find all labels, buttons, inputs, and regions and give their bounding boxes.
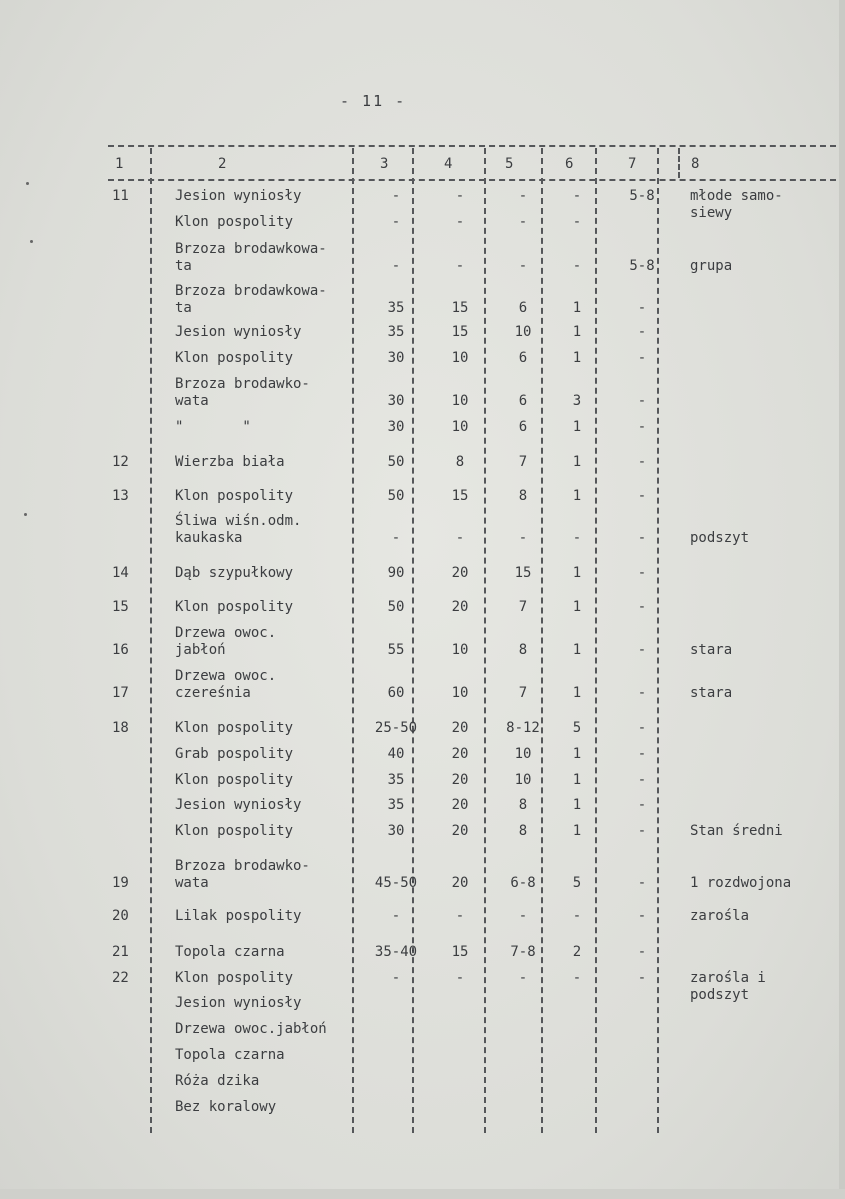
table-cell: - bbox=[572, 214, 582, 230]
table-cell: 8 bbox=[518, 488, 528, 504]
table-cell: - bbox=[455, 188, 465, 204]
table-cell: - bbox=[637, 797, 647, 813]
table-cell: 45-50 bbox=[374, 875, 418, 891]
row-number: 18 bbox=[112, 720, 129, 736]
table-cell: - bbox=[637, 720, 647, 736]
table-cell: - bbox=[637, 599, 647, 615]
table-cell: 30 bbox=[387, 419, 405, 435]
table-cell: 1 bbox=[572, 454, 582, 470]
table-cell: - bbox=[518, 530, 528, 546]
table-cell: - bbox=[518, 970, 528, 986]
species-name: Lilak pospolity bbox=[175, 908, 302, 924]
table-cell: 35-40 bbox=[374, 944, 418, 960]
table-cell: - bbox=[637, 565, 647, 581]
table-cell: zarośla bbox=[690, 908, 750, 924]
table-cell: stara bbox=[690, 642, 733, 658]
table-cell: 35 bbox=[387, 300, 405, 316]
species-name: Brzoza brodawkowa- ta bbox=[175, 283, 327, 316]
paper-speck bbox=[24, 513, 27, 516]
table-cell: 6 bbox=[518, 350, 528, 366]
table-cell: 10 bbox=[451, 642, 469, 658]
table-cell: - bbox=[572, 908, 582, 924]
table-cell: 35 bbox=[387, 797, 405, 813]
table-cell: 6 bbox=[518, 300, 528, 316]
table-cell: grupa bbox=[690, 258, 733, 274]
species-name: Jesion wyniosły bbox=[175, 324, 302, 340]
table-cell: Stan średni bbox=[690, 823, 783, 839]
table-cell: 90 bbox=[387, 565, 405, 581]
table-cell: - bbox=[637, 746, 647, 762]
table-cell: 20 bbox=[451, 772, 469, 788]
species-name: Brzoza brodawkowa- ta bbox=[175, 241, 327, 274]
table-cell: 5-8 bbox=[629, 258, 655, 274]
row-number: 15 bbox=[112, 599, 129, 615]
table-cell: 50 bbox=[387, 599, 405, 615]
table-cell: - bbox=[518, 188, 528, 204]
table-cell: 40 bbox=[387, 746, 405, 762]
table-cell: - bbox=[518, 908, 528, 924]
table-cell: 6 bbox=[518, 419, 528, 435]
table-cell: młode samo- siewy bbox=[690, 188, 783, 221]
table-cell: podszyt bbox=[690, 530, 750, 546]
species-name: Topola czarna bbox=[175, 1047, 285, 1063]
species-name: Klon pospolity bbox=[175, 488, 294, 504]
column-rule bbox=[352, 148, 354, 1133]
species-name: Śliwa wiśn.odm. kaukaska bbox=[175, 513, 302, 546]
table-cell: - bbox=[572, 970, 582, 986]
paper-speck bbox=[26, 182, 29, 185]
table-cell: 20 bbox=[451, 599, 469, 615]
table-cell: 6 bbox=[518, 393, 528, 409]
table-cell: 20 bbox=[451, 746, 469, 762]
table-cell: - bbox=[637, 685, 647, 701]
table-cell: 10 bbox=[451, 685, 469, 701]
table-cell: 15 bbox=[514, 565, 532, 581]
species-name: Jesion wyniosły bbox=[175, 797, 302, 813]
column-header: 4 bbox=[444, 156, 453, 172]
table-cell: 7-8 bbox=[510, 944, 536, 960]
table-cell: - bbox=[391, 188, 401, 204]
table-cell: 55 bbox=[387, 642, 405, 658]
species-name: Jesion wyniosły bbox=[175, 188, 302, 204]
table-cell: 20 bbox=[451, 823, 469, 839]
table-cell: - bbox=[637, 823, 647, 839]
paper-edge bbox=[839, 0, 845, 1199]
species-name: Drzewa owoc. czereśnia bbox=[175, 668, 277, 701]
table-header-rule bbox=[108, 179, 836, 181]
table-cell: - bbox=[391, 970, 401, 986]
table-cell: 8 bbox=[518, 797, 528, 813]
table-cell: 1 bbox=[572, 599, 582, 615]
row-number: 17 bbox=[112, 685, 129, 701]
table-cell: 50 bbox=[387, 454, 405, 470]
table-cell: - bbox=[637, 324, 647, 340]
table-cell: 30 bbox=[387, 393, 405, 409]
column-header: 1 bbox=[115, 156, 124, 172]
table-cell: 1 bbox=[572, 350, 582, 366]
row-number: 21 bbox=[112, 944, 129, 960]
table-cell: 7 bbox=[518, 599, 528, 615]
table-cell: 60 bbox=[387, 685, 405, 701]
table-cell: - bbox=[637, 772, 647, 788]
table-cell: 30 bbox=[387, 823, 405, 839]
row-number: 11 bbox=[112, 188, 129, 204]
table-cell: 15 bbox=[451, 488, 469, 504]
table-cell: 50 bbox=[387, 488, 405, 504]
table-cell: 8 bbox=[455, 454, 465, 470]
table-cell: stara bbox=[690, 685, 733, 701]
table-cell: 10 bbox=[451, 350, 469, 366]
species-name: Bez koralowy bbox=[175, 1099, 277, 1115]
table-cell: 8-12 bbox=[506, 720, 540, 736]
table-cell: 5 bbox=[572, 875, 582, 891]
column-rule bbox=[484, 148, 486, 1133]
table-cell: 1 bbox=[572, 823, 582, 839]
table-cell: 8 bbox=[518, 642, 528, 658]
table-cell: 10 bbox=[514, 772, 532, 788]
table-cell: 15 bbox=[451, 324, 469, 340]
species-name: Grab pospolity bbox=[175, 746, 294, 762]
species-name: Klon pospolity bbox=[175, 772, 294, 788]
species-name: Topola czarna bbox=[175, 944, 285, 960]
species-name: Klon pospolity bbox=[175, 214, 294, 230]
table-cell: 10 bbox=[451, 393, 469, 409]
species-name: Klon pospolity bbox=[175, 720, 294, 736]
column-header: 6 bbox=[565, 156, 574, 172]
table-cell: - bbox=[455, 908, 465, 924]
table-cell: - bbox=[455, 530, 465, 546]
species-name: Drzewa owoc. jabłoń bbox=[175, 625, 277, 658]
column-header: 2 bbox=[218, 156, 227, 172]
table-cell: - bbox=[572, 188, 582, 204]
species-name: Róża dzika bbox=[175, 1073, 260, 1089]
table-cell: 10 bbox=[514, 746, 532, 762]
table-cell: - bbox=[637, 350, 647, 366]
table-cell: 10 bbox=[514, 324, 532, 340]
table-cell: 7 bbox=[518, 454, 528, 470]
table-cell: - bbox=[572, 530, 582, 546]
column-rule bbox=[595, 148, 597, 1133]
table-top-rule bbox=[108, 145, 836, 147]
row-number: 19 bbox=[112, 875, 129, 891]
table-cell: - bbox=[637, 908, 647, 924]
species-name: Brzoza brodawko- wata bbox=[175, 858, 310, 891]
table-cell: 10 bbox=[451, 419, 469, 435]
table-cell: 1 bbox=[572, 685, 582, 701]
table-cell: 7 bbox=[518, 685, 528, 701]
paper-speck bbox=[30, 240, 33, 243]
species-name: Klon pospolity bbox=[175, 350, 294, 366]
table-cell: - bbox=[518, 214, 528, 230]
row-number: 13 bbox=[112, 488, 129, 504]
species-name: Klon pospolity bbox=[175, 823, 294, 839]
page-number: - 11 - bbox=[340, 92, 407, 110]
row-number: 20 bbox=[112, 908, 129, 924]
table-cell: 1 bbox=[572, 419, 582, 435]
table-cell: 1 bbox=[572, 488, 582, 504]
table-cell: - bbox=[518, 258, 528, 274]
table-cell: 15 bbox=[451, 944, 469, 960]
species-name: " " bbox=[175, 419, 251, 435]
species-name: Drzewa owoc.jabłoń bbox=[175, 1021, 327, 1037]
table-cell: 15 bbox=[451, 300, 469, 316]
table-cell: 35 bbox=[387, 772, 405, 788]
table-cell: 2 bbox=[572, 944, 582, 960]
table-cell: - bbox=[637, 944, 647, 960]
table-cell: - bbox=[455, 970, 465, 986]
table-cell: 3 bbox=[572, 393, 582, 409]
table-cell: - bbox=[391, 214, 401, 230]
table-cell: zarośla i podszyt bbox=[690, 970, 766, 1003]
table-cell: - bbox=[391, 908, 401, 924]
species-name: Klon pospolity bbox=[175, 970, 294, 986]
table-cell: 6-8 bbox=[510, 875, 536, 891]
table-cell: - bbox=[637, 970, 647, 986]
table-cell: 1 bbox=[572, 746, 582, 762]
table-cell: - bbox=[637, 393, 647, 409]
table-cell: 1 bbox=[572, 324, 582, 340]
table-cell: 20 bbox=[451, 797, 469, 813]
table-cell: - bbox=[391, 530, 401, 546]
table-cell: 1 bbox=[572, 642, 582, 658]
table-cell: 5 bbox=[572, 720, 582, 736]
column-rule bbox=[150, 148, 152, 1133]
species-name: Jesion wyniosły bbox=[175, 995, 302, 1011]
table-cell: 25-50 bbox=[374, 720, 418, 736]
table-cell: 1 rozdwojona bbox=[690, 875, 792, 891]
table-cell: - bbox=[637, 875, 647, 891]
table-cell: 5-8 bbox=[629, 188, 655, 204]
row-number: 16 bbox=[112, 642, 129, 658]
table-cell: 35 bbox=[387, 324, 405, 340]
species-name: Brzoza brodawko- wata bbox=[175, 376, 310, 409]
table-cell: - bbox=[637, 419, 647, 435]
table-cell: - bbox=[455, 258, 465, 274]
row-number: 22 bbox=[112, 970, 129, 986]
table-cell: - bbox=[637, 454, 647, 470]
table-cell: - bbox=[455, 214, 465, 230]
column-header: 3 bbox=[380, 156, 389, 172]
table-cell: 1 bbox=[572, 772, 582, 788]
species-name: Wierzba biała bbox=[175, 454, 285, 470]
table-cell: 20 bbox=[451, 720, 469, 736]
table-cell: 20 bbox=[451, 565, 469, 581]
table-cell: - bbox=[637, 488, 647, 504]
table-cell: 30 bbox=[387, 350, 405, 366]
table-cell: 1 bbox=[572, 565, 582, 581]
row-number: 12 bbox=[112, 454, 129, 470]
paper-edge bbox=[0, 1189, 845, 1199]
table-cell: - bbox=[572, 258, 582, 274]
species-name: Dąb szypułkowy bbox=[175, 565, 294, 581]
column-header: 7 bbox=[628, 156, 637, 172]
table-cell: 20 bbox=[451, 875, 469, 891]
table-cell: - bbox=[637, 300, 647, 316]
table-cell: 1 bbox=[572, 300, 582, 316]
column-header: 8 bbox=[691, 156, 700, 172]
table-cell: - bbox=[391, 258, 401, 274]
column-header: 5 bbox=[505, 156, 514, 172]
species-name: Klon pospolity bbox=[175, 599, 294, 615]
row-number: 14 bbox=[112, 565, 129, 581]
column-rule bbox=[678, 148, 680, 178]
table-cell: 1 bbox=[572, 797, 582, 813]
table-cell: - bbox=[637, 642, 647, 658]
table-cell: - bbox=[637, 530, 647, 546]
table-cell: 8 bbox=[518, 823, 528, 839]
